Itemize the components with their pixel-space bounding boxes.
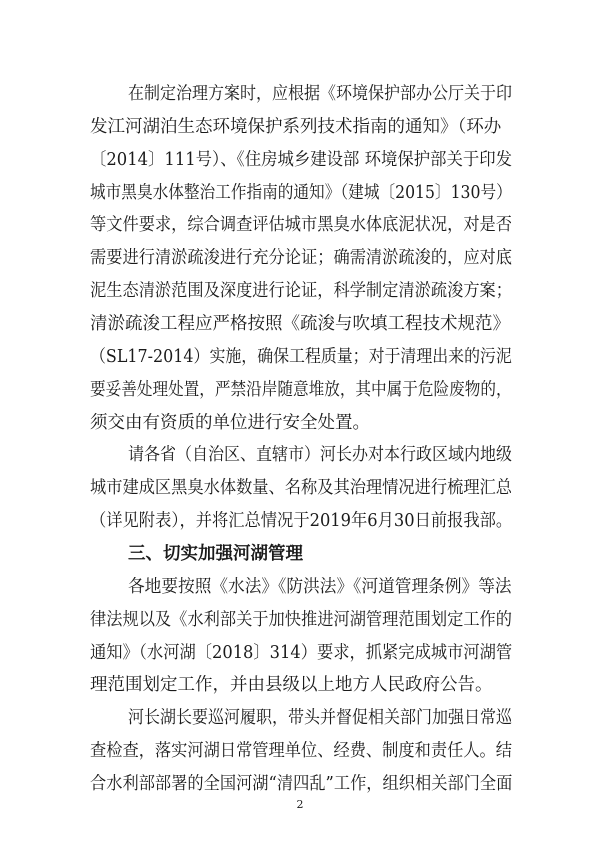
paragraph-line: 须交由有资质的单位进行安全处置。: [90, 412, 370, 433]
paragraph-line: （详见附表），并将汇总情况于2019年6月30日前报我部。: [90, 511, 513, 532]
paragraph-line: 发江河湖泊生态环境保护系列技术指南的通知》（环办: [90, 116, 502, 137]
paragraph-line: 在制定治理方案时，应根据《环境保护部办公厅关于印: [128, 84, 513, 104]
paragraph-line: 泥生态清淤范围及深度进行论证，科学制定清淤疏浚方案；: [90, 281, 513, 302]
paragraph-line: 清淤疏浚工程应严格按照《疏浚与吹填工程技术规范》: [90, 314, 510, 334]
paragraph-line: 查检查，落实河湖日常管理单位、经费、制度和责任人。结: [90, 741, 513, 762]
section-heading: 三、切实加强河湖管理: [128, 544, 303, 564]
paragraph-line: 河长湖长要巡河履职，带头并督促相关部门加强日常巡: [128, 708, 513, 729]
paragraph-line: 等文件要求，综合调查评估城市黑臭水体底泥状况，对是否: [90, 215, 513, 236]
paragraph-line: 律法规以及《水利部关于加快推进河湖管理范围划定工作的: [90, 609, 513, 630]
paragraph-line: 合水利部部署的全国河湖“清四乱”工作，组织相关部门全面: [90, 774, 513, 794]
paragraph-line: 各地要按照《水法》《防洪法》《河道管理条例》等法: [128, 576, 512, 597]
page-number: 2: [296, 798, 304, 811]
paragraph-line: 请各省（自治区、直辖市）河长办对本行政区域内地级: [128, 445, 513, 466]
paragraph-line: 理范围划定工作，并由县级以上地方人民政府公告。: [90, 675, 493, 696]
paragraph-line: 需要进行清淤疏浚进行充分论证；确需清淤疏浚的，应对底: [90, 248, 513, 269]
paragraph-line: 城市建成区黑臭水体数量、名称及其治理情况进行梳理汇总: [90, 478, 513, 499]
paragraph-line: 城市黑臭水体整治工作指南的通知》（建城〔2015〕130号）: [90, 182, 512, 203]
paragraph-line: 要妥善处理处置，严禁沿岸随意堆放，其中属于危险废物的，: [90, 379, 512, 400]
paragraph-line: （SL17-2014）实施，确保工程质量；对于清理出来的污泥: [90, 346, 512, 367]
paragraph-line: 〔2014〕111号）、《住房城乡建设部 环境保护部关于印发: [90, 149, 513, 170]
paragraph-line: 通知》（水河湖〔2018〕314）要求，抓紧完成城市河湖管: [90, 642, 513, 663]
